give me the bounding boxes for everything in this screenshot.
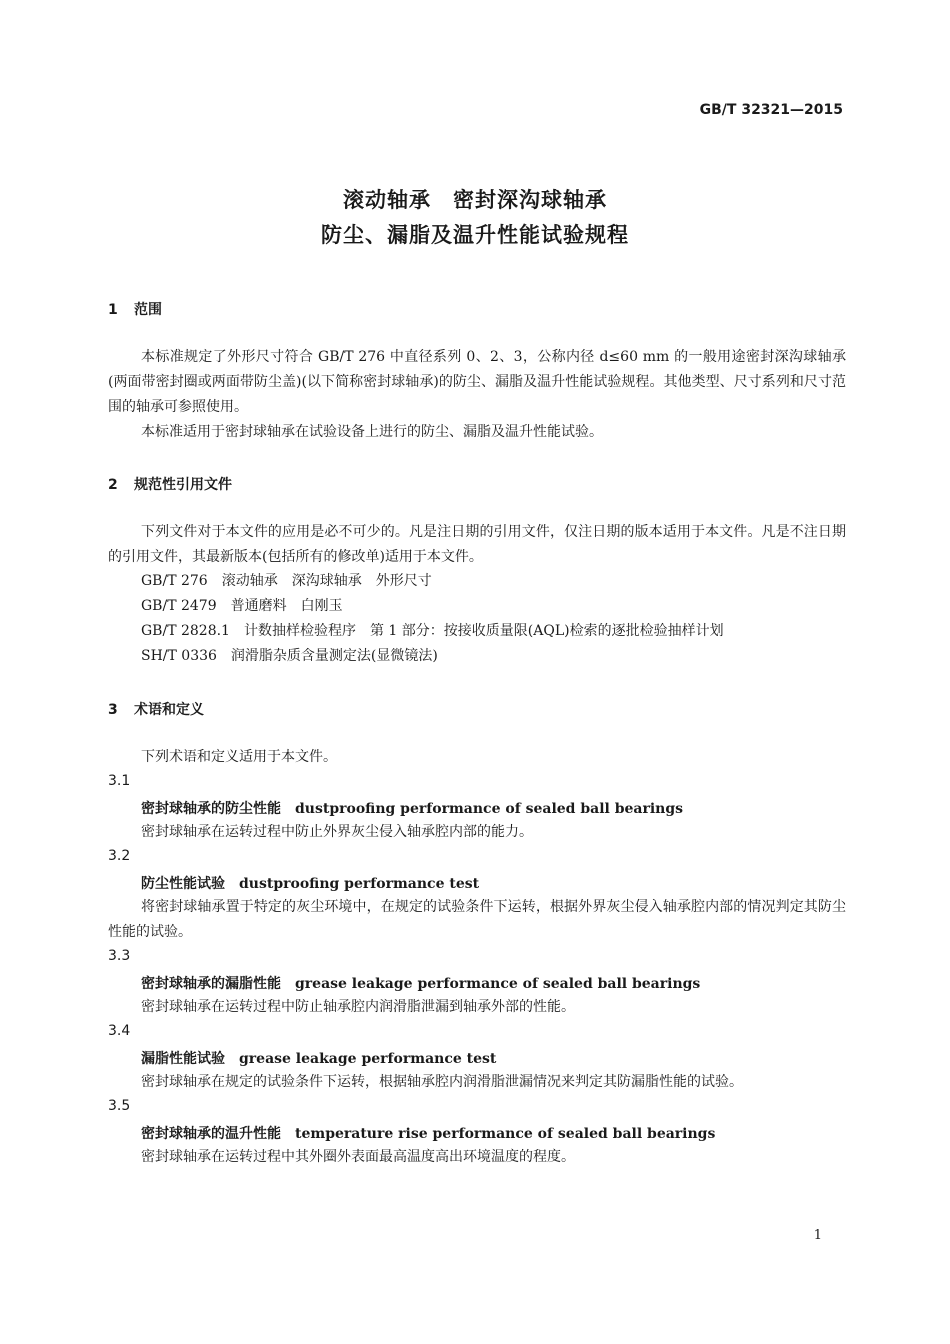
- term-number: 3.1: [108, 773, 131, 789]
- term-definition: 将密封球轴承置于特定的灰尘环境中，在规定的试验条件下运转，根据外界灰尘侵入轴承腔内部的情况判定其防尘性能的试验。: [108, 899, 846, 940]
- scope-paragraph-1: 本标准规定了外形尺寸符合 GB/T 276 中直径系列 0、2、3，公称内径 d≤60 mm 的一般用途密封深沟球轴承(两面带密封圈或两面带防尘盖)(以下简称密封球轴承)的防尘、漏脂及温升性能试验规程。其他类型、尺寸系列和尺寸范围的轴承可参照使用。: [108, 349, 846, 415]
- page-number: 1: [813, 1228, 822, 1243]
- section-number: 1: [108, 302, 118, 318]
- term-name-en: grease leakage performance of sealed ball bearings: [295, 976, 701, 992]
- scope-paragraph-2: 本标准适用于密封球轴承在试验设备上进行的防尘、漏脂及温升性能试验。: [141, 424, 603, 440]
- term-number: 3.4: [108, 1023, 131, 1039]
- term-number: 3.5: [108, 1098, 131, 1114]
- section-heading-normative-references: [108, 474, 232, 494]
- term-name-zh: 防尘性能试验: [141, 876, 225, 892]
- reference-item: GB/T 2828.1 计数抽样检验程序 第 1 部分：按接收质量限(AQL)检索的逐批检验抽样计划: [141, 623, 724, 639]
- term-definition: 密封球轴承在规定的试验条件下运转，根据轴承腔内润滑脂泄漏情况来判定其防漏脂性能的试验。: [141, 1074, 743, 1090]
- section-title: 术语和定义: [134, 702, 204, 718]
- term-name: [141, 1123, 715, 1143]
- terms-intro-paragraph: 下列术语和定义适用于本文件。: [141, 749, 337, 765]
- section-number: 3: [108, 702, 118, 718]
- term-name-zh: 漏脂性能试验: [141, 1051, 225, 1067]
- term-number: 3.3: [108, 948, 131, 964]
- term-name-en: temperature rise performance of sealed ball bearings: [295, 1126, 716, 1142]
- references-intro-paragraph: 下列文件对于本文件的应用是必不可少的。凡是注日期的引用文件，仅注日期的版本适用于本文件。凡是不注日期的引用文件，其最新版本(包括所有的修改单)适用于本文件。: [108, 524, 846, 565]
- document-title-line2: 防尘、漏脂及温升性能试验规程: [321, 223, 629, 247]
- document-title-line1: 滚动轴承 密封深沟球轴承: [343, 188, 607, 212]
- reference-item: GB/T 2479 普通磨料 白刚玉: [141, 598, 343, 614]
- section-heading-terms-definitions: [108, 699, 204, 719]
- term-name-zh: 密封球轴承的温升性能: [141, 1126, 281, 1142]
- term-definition: 密封球轴承在运转过程中其外圈外表面最高温度高出环境温度的程度。: [141, 1149, 575, 1165]
- term-number: 3.2: [108, 848, 131, 864]
- section-number: 2: [108, 477, 118, 493]
- term-name-zh: 密封球轴承的漏脂性能: [141, 976, 281, 992]
- term-definition: 密封球轴承在运转过程中防止轴承腔内润滑脂泄漏到轴承外部的性能。: [141, 999, 575, 1015]
- section-title: 规范性引用文件: [134, 477, 232, 493]
- term-name: [141, 873, 479, 893]
- term-name-en: dustproofing performance of sealed ball bearings: [295, 801, 684, 817]
- term-name-zh: 密封球轴承的防尘性能: [141, 801, 281, 817]
- standard-code: GB/T 32321—2015: [699, 102, 843, 118]
- term-name: [141, 973, 700, 993]
- reference-item: SH/T 0336 润滑脂杂质含量测定法(显微镜法): [141, 648, 438, 664]
- term-definition: 密封球轴承在运转过程中防止外界灰尘侵入轴承腔内部的能力。: [141, 824, 533, 840]
- section-title: 范围: [134, 302, 162, 318]
- term-name-en: grease leakage performance test: [239, 1051, 497, 1067]
- term-name: [141, 798, 683, 818]
- section-heading-scope: [108, 299, 162, 319]
- term-name: [141, 1048, 496, 1068]
- reference-item: GB/T 276 滚动轴承 深沟球轴承 外形尺寸: [141, 573, 432, 589]
- term-name-en: dustproofing performance test: [239, 876, 480, 892]
